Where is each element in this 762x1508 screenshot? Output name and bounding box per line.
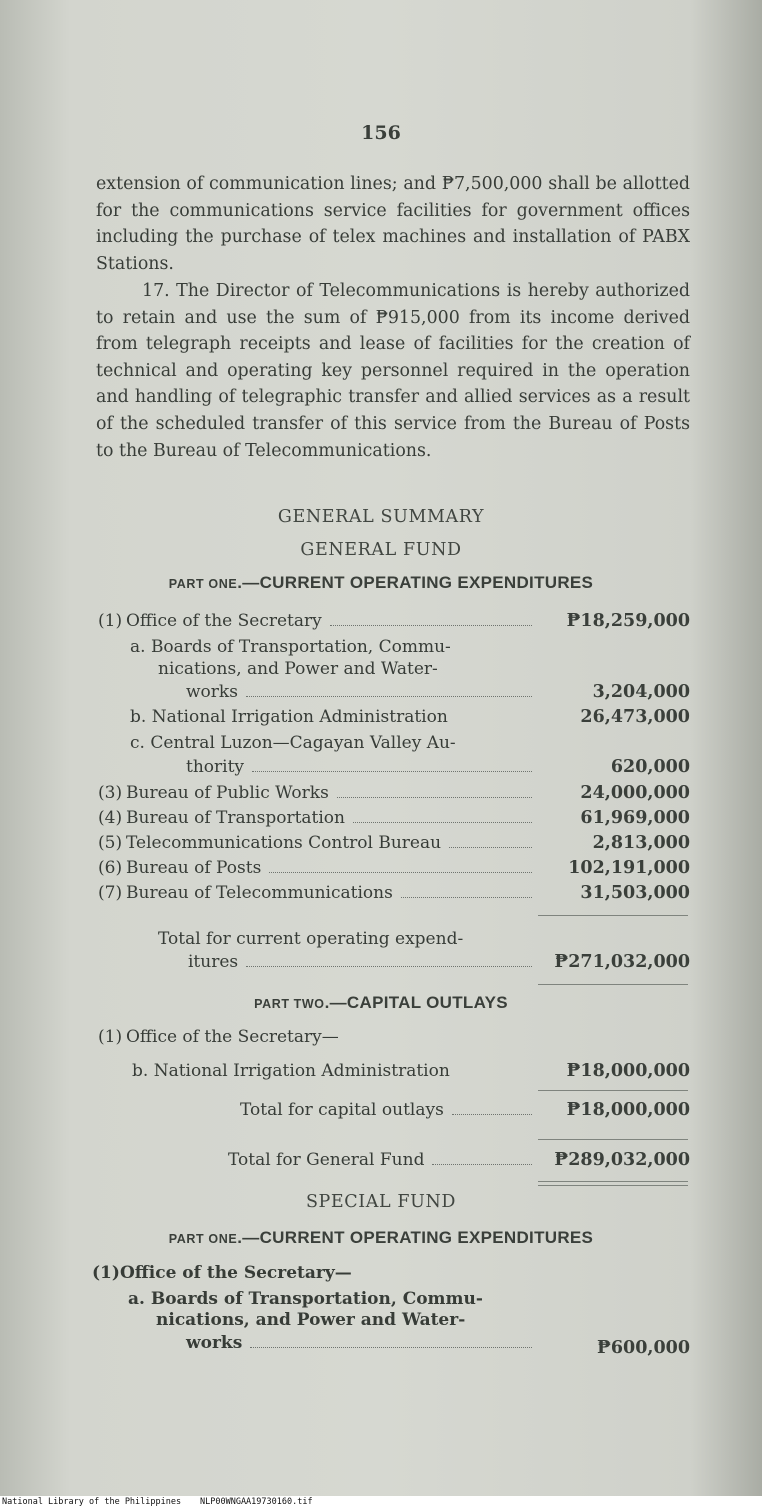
capital-nia-label: b. National Irrigation Administration [132,1061,450,1081]
item-amount: 61,969,000 [580,808,690,828]
item-amount: 31,503,000 [580,883,690,903]
leader-dots [452,1114,532,1115]
item-number: (4) [98,808,123,828]
gf-part-one-prefix: PART ONE [168,577,238,591]
grand-total-double-rule [538,1181,688,1186]
item-boards-line3 [186,682,540,703]
total-capital-amount: ₱18,000,000 [566,1100,690,1120]
item-posts [98,858,540,879]
item-amount: 24,000,000 [580,783,690,803]
footer-file: NLP00WNGAA19730160.tif [200,1497,313,1507]
sf-boards-line1: a. Boards of Transportation, Commu- [128,1289,483,1309]
special-fund-heading: SPECIAL FUND [305,1192,457,1212]
item-label: Bureau of Transportation [126,808,345,828]
item-amount: 2,813,000 [592,833,690,853]
paragraph-17-text: 17. The Director of Telecommunications is hereby authorized to retain and use the sum of ₱915,000 from its income derived from telegraph receipts and lease of facilities for the creation of technical and operating key personnel required in the operation and handling of telegraphic transfer and allied services as a result of the scheduled transfer of this service from the Bureau of Posts to the Bureau of Telecommunications. [96,281,690,461]
item-label: Bureau of Telecommunications [126,883,393,903]
item-label: Telecommunications Control Bureau [126,833,442,853]
item-amount: 102,191,000 [568,858,690,878]
total-current-line1: Total for current operating expend- [158,929,464,949]
item-number: (7) [98,883,123,903]
capital-nia-amount: ₱18,000,000 [566,1061,690,1081]
leader-dots [337,797,532,798]
total-capital-label: Total for capital outlays [240,1100,444,1120]
item-office-secretary [98,611,540,632]
total-current-line2 [188,952,540,973]
item-label: Bureau of Public Works [126,783,329,803]
item-amount: 620,000 [610,757,690,777]
item-public-works [98,783,540,804]
paragraph-17 [96,278,690,464]
item-number: (6) [98,858,123,878]
item-amount: ₱18,259,000 [566,611,690,631]
leader-dots [246,966,532,967]
sf-boards-amount: ₱600,000 [597,1338,690,1358]
item-label: Bureau of Posts [126,858,262,878]
sf-office-label: Office of the Secretary— [120,1263,352,1283]
sf-boards-line3 [186,1333,540,1354]
total-general-fund [228,1150,540,1171]
item-central-luzon-line2 [186,757,540,778]
item-amount: 3,204,000 [592,682,690,702]
sf-part-one-prefix: PART ONE [168,1232,238,1246]
item-transportation [98,808,540,829]
item-label: works [186,682,238,702]
item-nia-label: b. National Irrigation Administration [130,707,448,727]
item-telecommunications [98,883,540,904]
capital-rule [538,1090,688,1091]
general-fund-heading: GENERAL FUND [300,540,462,560]
item-number: (1) [98,611,123,631]
gf-part-two-prefix: PART TWO [254,997,325,1011]
capital-office-label: Office of the Secretary— [126,1027,339,1047]
item-central-luzon-line1: c. Central Luzon—Cagayan Valley Au- [130,733,456,753]
sf-part-one-title: .—CURRENT OPERATING EXPENDITURES [237,1228,594,1247]
item-number: (5) [98,833,123,853]
item-telecom-control [98,833,540,854]
total-general-fund-label: Total for General Fund [228,1150,425,1170]
item-amount: 26,473,000 [580,707,690,727]
gf-part-one-heading [0,573,762,593]
leader-dots [353,822,532,823]
sf-office [92,1263,352,1284]
subtotal-rule [538,915,688,916]
capital-office [98,1027,339,1048]
item-label: Office of the Secretary [126,611,322,631]
gf-part-two-title: .—CAPITAL OUTLAYS [324,993,508,1012]
scan-footer [0,1496,762,1508]
item-number: (3) [98,783,123,803]
sf-boards-line2: nications, and Power and Water- [156,1310,466,1330]
capital-number: (1) [98,1027,123,1047]
page-number: 156 [361,122,401,144]
leader-dots [252,771,532,772]
item-boards-line1: a. Boards of Transportation, Commu- [130,637,451,657]
leader-dots [401,897,532,898]
sf-number: (1) [92,1263,120,1283]
leader-dots [269,872,532,873]
total-general-fund-amount: ₱289,032,000 [554,1150,690,1170]
item-label: thority [186,757,245,777]
general-summary-heading: GENERAL SUMMARY [277,507,485,527]
sf-boards-label: works [186,1333,243,1353]
leader-dots [449,847,532,848]
total-rule [538,984,688,985]
total-label: itures [188,952,239,972]
paragraph-continuation: extension of communication lines; and ₱7,500,000 shall be allotted for the communications service facilities for government offices including the purchase of telex machines and installation of PABX Stations. [96,174,690,274]
leader-dots [250,1347,532,1348]
footer-library: National Library of the Philippines [2,1497,182,1507]
leader-dots [246,696,532,697]
leader-dots [432,1164,532,1165]
gf-part-one-title: .—CURRENT OPERATING EXPENDITURES [237,573,594,592]
gf-part-two-heading [0,993,762,1013]
capital-total-rule [538,1139,688,1140]
total-current-amount: ₱271,032,000 [554,952,690,972]
leader-dots [330,625,532,626]
item-boards-line2: nications, and Power and Water- [158,659,438,679]
sf-part-one-heading [0,1228,762,1248]
total-capital [240,1100,540,1121]
